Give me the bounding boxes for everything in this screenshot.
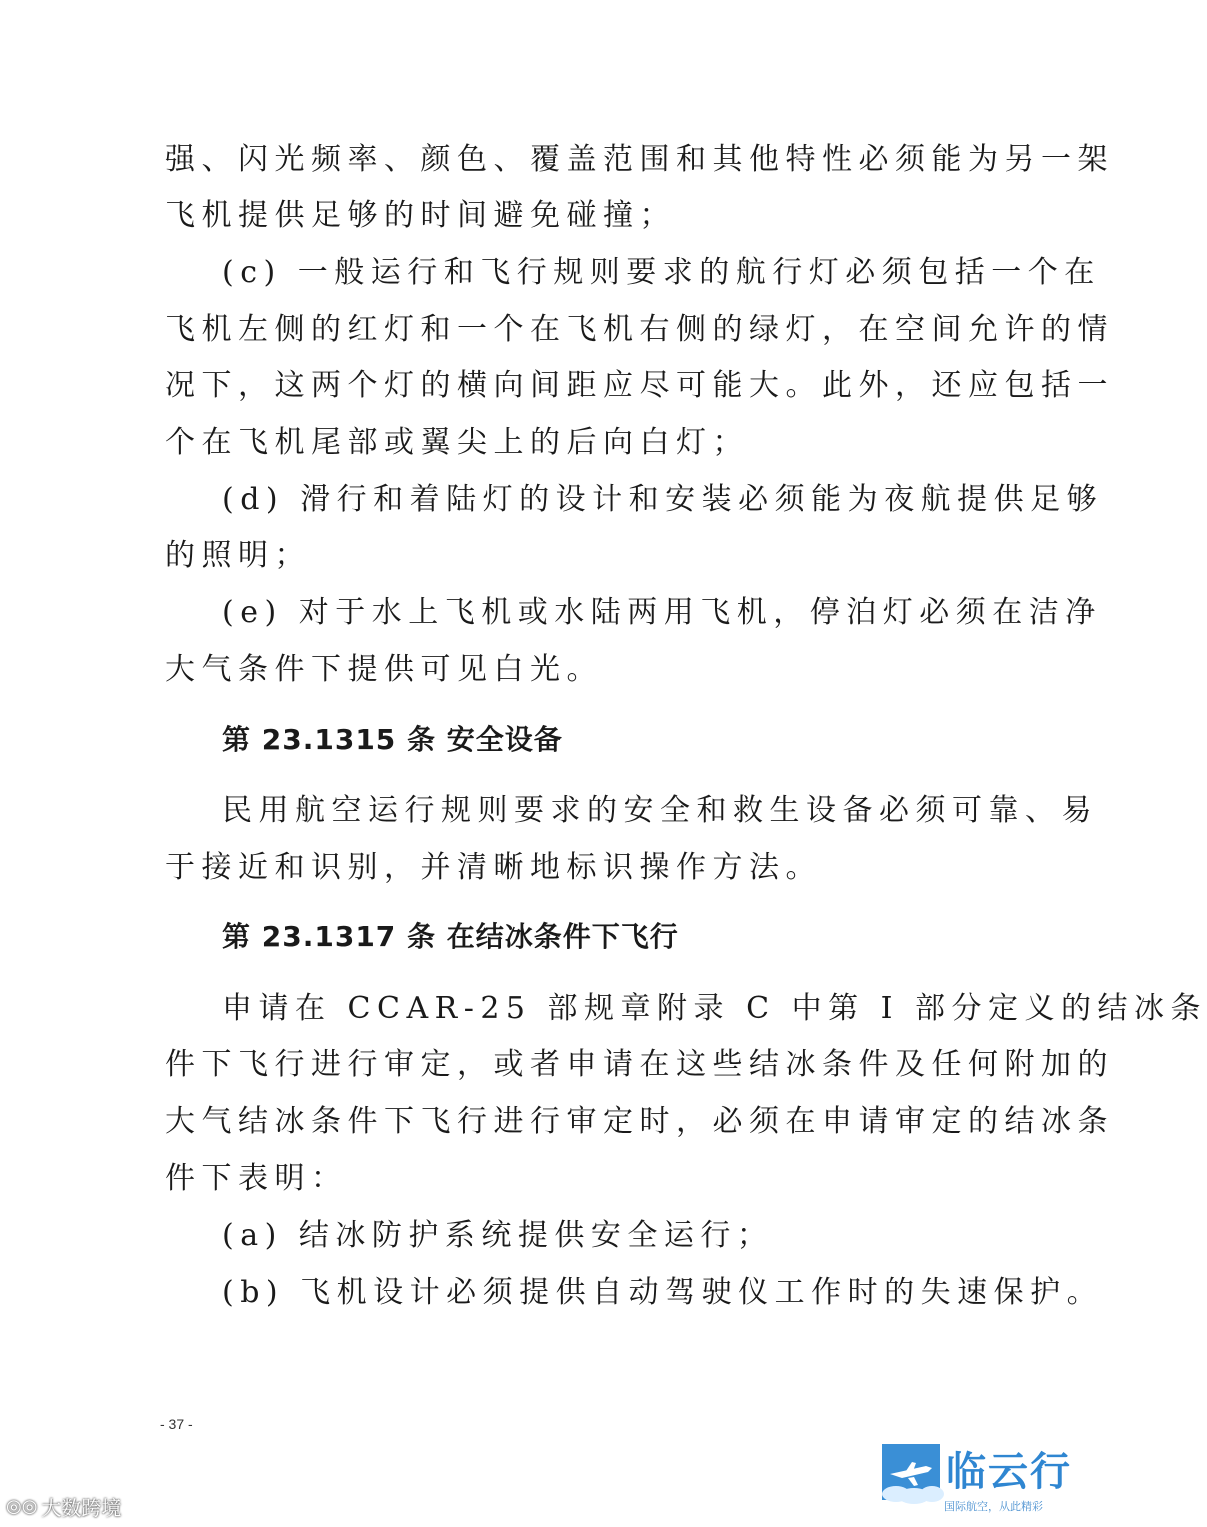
text-line: (b) 飞机设计必须提供自动驾驶仪工作时的失速保护。 [222, 1275, 1104, 1310]
text-line: 件下飞行进行审定，或者申请在这些结冰条件及任何附加的 [165, 1047, 1114, 1082]
text-line: (d) 滑行和着陆灯的设计和安装必须能为夜航提供足够 [222, 482, 1104, 517]
brand-logo [882, 1440, 1072, 1520]
text-line: 个在飞机尾部或翼尖上的后向白灯； [165, 425, 749, 460]
airplane-cloud-icon [882, 1444, 940, 1500]
text-line: 申请在 CCAR-25 部规章附录 C 中第 I 部分定义的结冰条 [222, 991, 1207, 1026]
text-line: 况下，这两个灯的横向间距应尽可能大。此外，还应包括一 [165, 368, 1114, 403]
text-line: 大气结冰条件下飞行进行审定时，必须在申请审定的结冰条 [165, 1104, 1114, 1139]
text-line: 的照明； [165, 538, 311, 573]
text-line: (e) 对于水上飞机或水陆两用飞机，停泊灯必须在洁净 [222, 595, 1102, 630]
logo-slogan: 国际航空，从此精彩 [944, 1500, 1043, 1513]
watermark [6, 1492, 121, 1521]
text-line: 民用航空运行规则要求的安全和救生设备必须可靠、易 [222, 793, 1098, 828]
text-line: 飞机左侧的红灯和一个在飞机右侧的绿灯，在空间允许的情 [165, 312, 1114, 347]
text-line: 件下表明： [165, 1161, 348, 1196]
section-heading-23-1315: 第 23.1315 条 安全设备 [222, 723, 563, 756]
text-line: 飞机提供足够的时间避免碰撞； [165, 198, 676, 233]
logo-name: 临云行 [946, 1449, 1072, 1495]
watermark-logo-icon: ◎◎ [6, 1496, 38, 1517]
text-line: (a) 结冰防护系统提供安全运行； [222, 1218, 774, 1253]
section-heading-23-1317: 第 23.1317 条 在结冰条件下飞行 [222, 920, 679, 953]
text-line: (c) 一般运行和飞行规则要求的航行灯必须包括一个在 [222, 255, 1101, 290]
text-line: 于接近和识别，并清晰地标识操作方法。 [165, 850, 822, 885]
text-line: 强、闪光频率、颜色、覆盖范围和其他特性必须能为另一架 [165, 142, 1114, 177]
watermark-text: 大数跨境 [41, 1496, 122, 1520]
page-number: - 37 - [160, 1416, 193, 1432]
text-line: 大气条件下提供可见白光。 [165, 652, 603, 687]
